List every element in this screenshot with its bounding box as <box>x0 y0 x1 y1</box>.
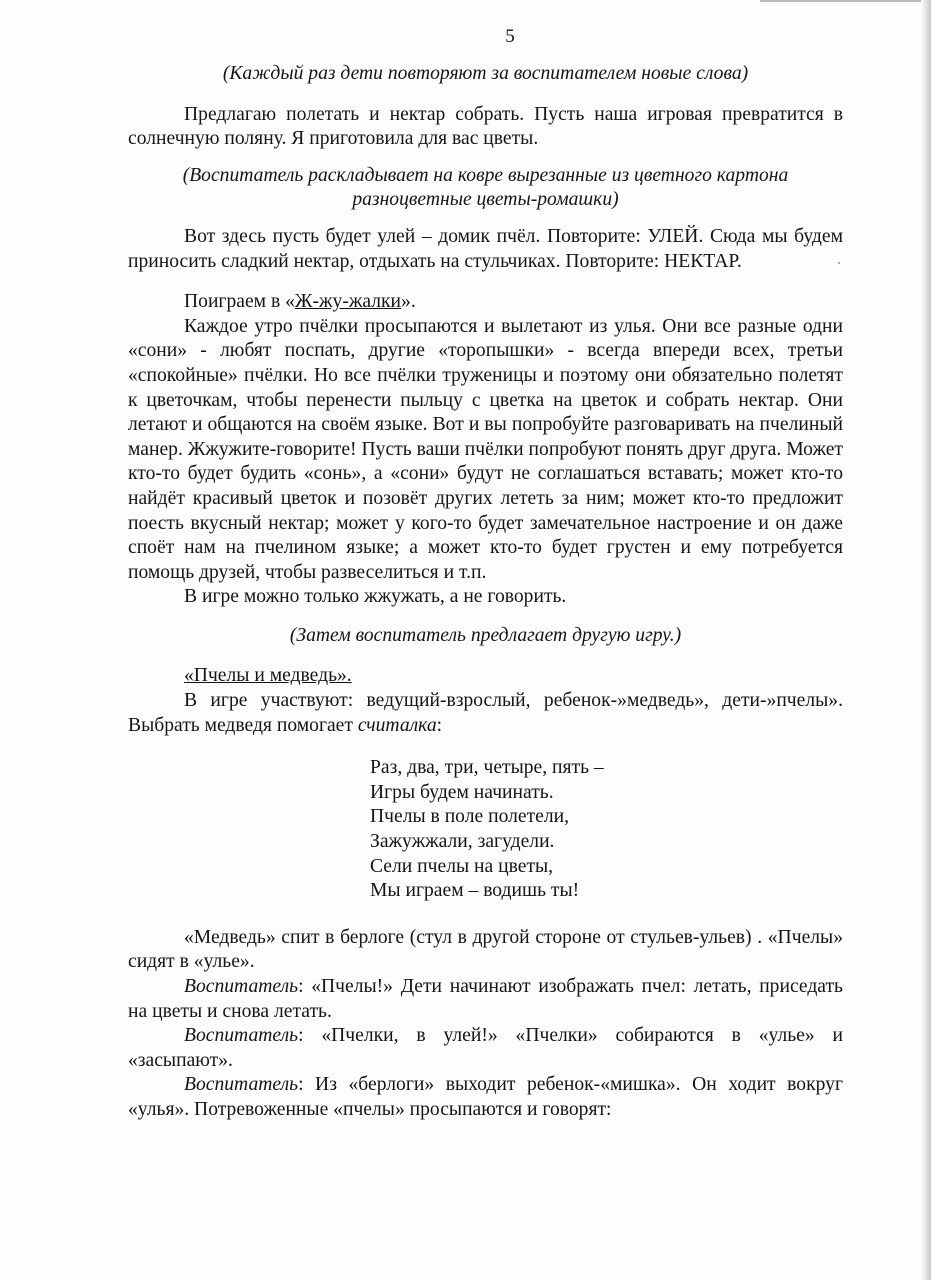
paragraph-4: В игре можно только жжужать, а не говорить. <box>184 586 567 608</box>
paragraph-6: «Медведь» спит в берлоге (стул в другой стороне от стульев-ульев) . «Пчелы» сидят в «улье». <box>128 926 843 973</box>
rhyme-line: Игры будем начинать. <box>370 781 554 803</box>
paragraph-2: Вот здесь пусть будет улей – домик пчёл. Повторите: УЛЕЙ. Сюда мы будем приносить сладкий нектар, отдыхать на стульчиках. Повторите: НЕКТАР. <box>128 225 843 272</box>
stage-direction-2-line2: разноцветные цветы-ромашки) <box>352 189 619 211</box>
game1-intro-prefix: Поиграем в « <box>184 291 295 313</box>
game2-title-text: «Пчелы и медведь». <box>184 665 352 687</box>
paragraph-7 <box>128 975 843 1024</box>
stage-direction-2 <box>128 164 843 213</box>
paragraph-5-end: : <box>436 714 443 736</box>
stage-direction-3: (Затем воспитатель предлагает другую игру.) <box>289 624 682 646</box>
paragraph-7-text: : «Пчелы!» Дети начинают изображать пчел: летать, приседать на цветы и снова летать. <box>128 976 843 1022</box>
counting-rhyme <box>370 756 843 904</box>
paragraph-1: Предлагаю полетать и нектар собрать. Пусть наша игровая превратится в солнечную поляну. Я приготовила для вас цветы. <box>128 103 843 150</box>
paragraph-5-italic: считалка <box>357 714 437 736</box>
page-number: 5 <box>505 26 515 47</box>
game2-title <box>128 664 843 689</box>
game1-intro-suffix: ». <box>401 291 416 313</box>
speaker-label: Воспитатель <box>184 1074 299 1096</box>
paragraph-9-text: : Из «берлоги» выходит ребенок-«мишка». Он ходит вокруг «улья». Потревоженные «пчелы» просыпаются и говорят: <box>128 1074 843 1120</box>
rhyme-line: Раз, два, три, четыре, пять – <box>370 757 604 779</box>
speaker-label: Воспитатель <box>184 976 299 997</box>
paragraph-5-text: В игре участвуют: ведущий-взрослый, ребенок-»медведь», дети-»пчелы». Выбрать медведя помогает <box>128 690 843 736</box>
rhyme-line: Зажужжали, загудели. <box>370 831 555 853</box>
speaker-label: Воспитатель <box>184 1025 299 1047</box>
scan-edge-shadow <box>921 0 931 1280</box>
scan-artifact <box>760 0 931 2</box>
rhyme-line: Пчелы в поле полетели, <box>370 806 570 828</box>
paragraph-8-text: : «Пчелки, в улей!» «Пчелки» собираются в «улье» и «засыпают». <box>128 1025 843 1071</box>
stage-direction-2-line1: (Воспитатель раскладывает на ковре вырезанные из цветного картона <box>182 164 789 186</box>
game1-name: Ж-жу-жалки <box>294 291 402 313</box>
page-content <box>128 62 843 1123</box>
paragraph-3: Каждое утро пчёлки просыпаются и вылетают из улья. Они все разные одни «сони» - любят поспать, другие «торопышки» - всегда впереди всех, третьи «спокойные» пчёлки. Но все пчёлки труженицы и поэтому они обязательно полетят к цветочкам, чтобы перенести пыльцу с цветка на цветок и собрать нектар. Они летают и общаются на своём языке. Вот и вы попробуйте разговаривать на пчелиный манер. Жжужите-говорите! Пусть ваши пчёлки попробуют понять друг друга. Может кто-то будет будить «сонь», а «сони» будут не соглашаться вставать; может кто-то найдёт красивый цветок и позовёт других лететь за ним; может кто-то предложит поесть вкусный нектар; может у кого-то будет замечательное настроение и он даже споёт нам на пчелином языке; а может кто-то будет грустен и ему потребуется помощь друзей, чтобы развеселиться и т.п. <box>128 315 843 583</box>
paragraph-9 <box>128 1073 843 1122</box>
game1-intro <box>128 290 843 315</box>
rhyme-line: Сели пчелы на цветы, <box>370 855 554 877</box>
stage-direction-1: (Каждый раз дети повторяют за воспитателем новые слова) <box>222 63 749 84</box>
paragraph-8 <box>128 1024 843 1073</box>
paragraph-5 <box>128 689 843 738</box>
rhyme-line: Мы играем – водишь ты! <box>370 880 580 902</box>
